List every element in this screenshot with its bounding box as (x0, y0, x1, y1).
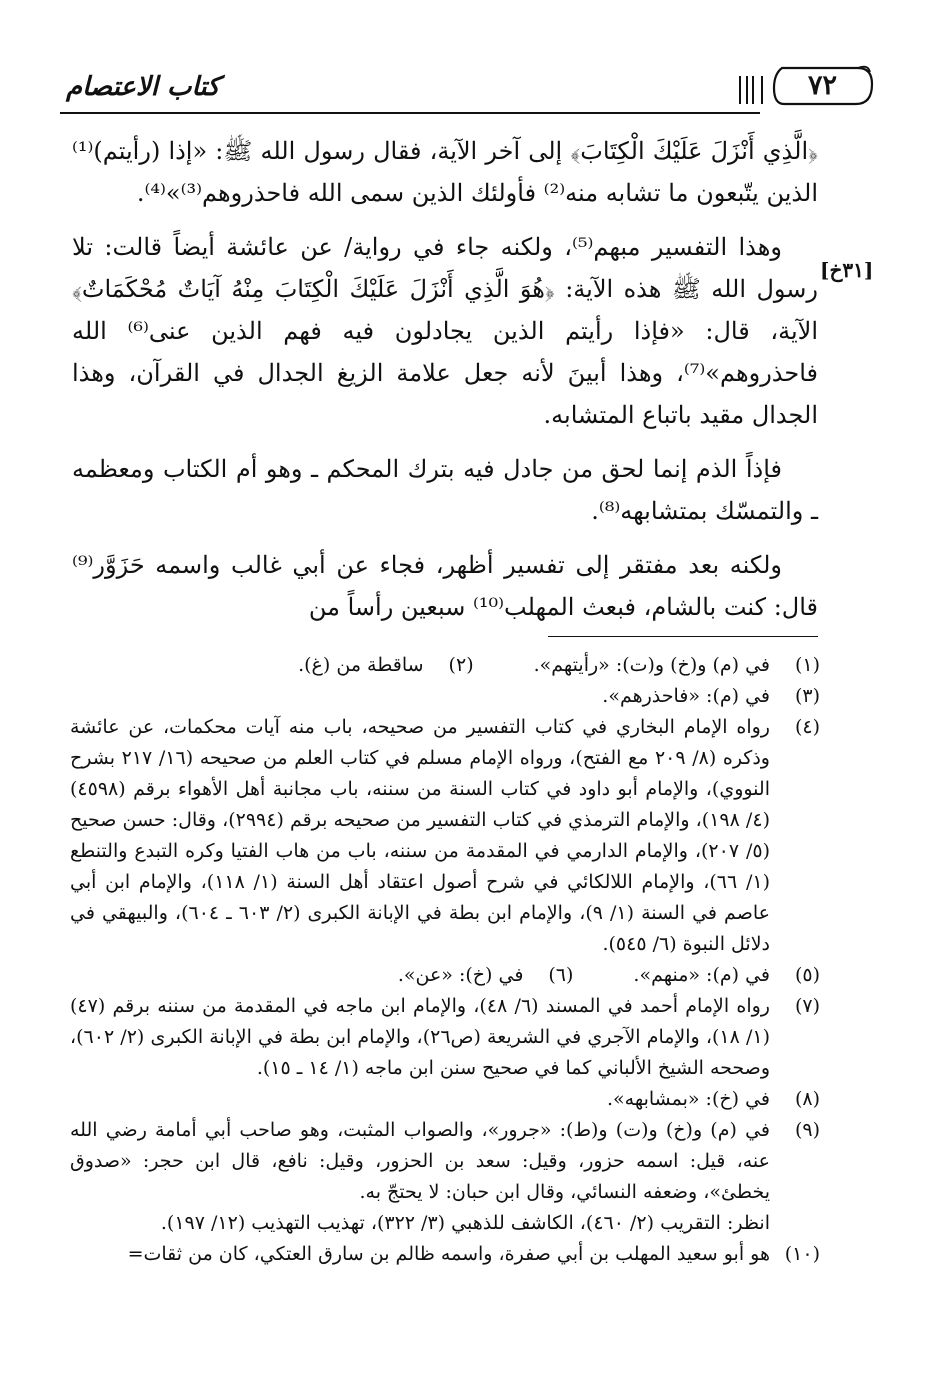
footnote-row (70, 960, 820, 991)
page-header (60, 62, 875, 114)
footnote-number: (٤) (794, 716, 820, 738)
manuscript-folio-marker: [٣١خ] (820, 258, 874, 282)
footnote-text: في (خ): «عن». (397, 964, 524, 986)
footnote-text: في (م) و(خ) و(ت) و(ط): «جرور»، والصواب المثبت، وهو صاحب أبي أمامة رضي الله عنه، قيل: اسمه حزور، وقيل: سعد بن الحزور، وقيل: نافع، قال ابن حجر: «صدوق يخطئ»، وضعفه النسائي، وقال ابن حبان: لا يحتجّ به. (70, 1119, 770, 1203)
footnote-text: في (م): «منهم». (633, 964, 770, 986)
footnote (70, 681, 820, 712)
footnote-number: (١٠) (784, 1243, 820, 1265)
header-ornament (739, 76, 763, 104)
footnote-number: (١) (794, 654, 820, 676)
paragraph: ولكنه بعد مفتقر إلى تفسير أظهر، فجاء عن أبي غالب واسمه حَزَوَّر⁽⁹⁾ قال: كنت بالشام، فبعث المهلب⁽¹⁰⁾ سبعين رأساً من (72, 551, 818, 621)
footnotes (70, 650, 820, 1270)
footnote-text: ساقطة من (غ). (298, 654, 424, 676)
footnote-text: رواه الإمام أحمد في المسند (٦/ ٤٨)، والإمام ابن ماجه في المقدمة من سننه برقم (٤٧) (١/ ١٨)، والإمام الآجري في الشريعة (ص٢٦)، والإمام ابن بطة في الإبانة الكبرى (٢/ ٦٠٢)، وصححه الشيخ الألباني كما في صحيح سنن ابن ماجه (١/ ١٤ ـ ١٥). (70, 995, 770, 1079)
footnote (70, 991, 820, 1084)
paragraph: فإذاً الذم إنما لحق من جادل فيه بترك المحكم ـ وهو أم الكتاب ومعظمه ـ والتمسّك بمتشابهه⁽⁸⁾. (72, 455, 818, 525)
page-number-badge (770, 62, 875, 110)
footnote-number: (٨) (794, 1088, 820, 1110)
footnote-text: في (م): «فاحذرهم». (602, 685, 770, 707)
footnote (70, 1239, 820, 1270)
footnote-text: هو أبو سعيد المهلب بن أبي صفرة، واسمه ظالم بن سارق العتكي، كان من ثقات= (127, 1243, 770, 1265)
footnote (398, 960, 574, 991)
footnote-separator (548, 636, 818, 637)
footnote (534, 650, 820, 681)
page-number: ٧٢ (807, 70, 837, 101)
footnote-text: في (خ): «بمشابهه». (606, 1088, 770, 1110)
footnote-number: (٧) (794, 995, 820, 1017)
footnote-text: رواه الإمام البخاري في كتاب التفسير من صحيحه، باب منه آيات محكمات، عن عائشة وذكره (٨/ ٢٠٩ مع الفتح)، ورواه الإمام مسلم في كتاب العلم من صحيحه (١٦/ ٢١٧ بشرح النووي)، والإمام أبو داود في كتاب السنة من سننه، باب مجانبة أهل الأهواء برقم (٤٥٩٨) (٤/ ١٩٨)، والإمام الترمذي في كتاب التفسير من صحيحه برقم (٢٩٩٤)، وقال: حسن صحيح (٥/ ٢٠٧)، والإمام الدارمي في المقدمة من سننه، باب من هاب الفتيا وكره التبدع والتنطع (١/ ٦٦)، والإمام اللالكائي في شرح أصول اعتقاد أهل السنة (١/ ١١٨)، والإمام ابن أبي عاصم في السنة (١/ ٩)، والإمام ابن بطة في الإبانة الكبرى (٢/ ٦٠٣ ـ ٦٠٤)، والبيهقي في دلائل النبوة (٦/ ٥٤٥). (70, 716, 770, 955)
header-rule (60, 112, 760, 114)
footnote-continuation: انظر: التقريب (٢/ ٤٦٠)، الكاشف للذهبي (٣/ ٣٢٢)، تهذيب التهذيب (١٢/ ١٩٧). (160, 1212, 770, 1234)
footnote (70, 712, 820, 960)
paragraph: ﴿الَّذِي أَنْزَلَ عَلَيْكَ الْكِتَابَ﴾ إلى آخر الآية، فقال رسول الله ﷺ: «إذا (رأيتم)⁽¹⁾ الذين يتّبعون ما تشابه منه⁽²⁾ فأولئك الذين سمى الله فاحذروهم⁽³⁾»⁽⁴⁾. (72, 137, 818, 207)
footnote-number: (٩) (794, 1119, 820, 1141)
footnote-number: (٦) (548, 964, 574, 986)
footnote-number: (٣) (794, 685, 820, 707)
footnote (633, 960, 820, 991)
footnote (70, 1084, 820, 1115)
paragraph: وهذا التفسير مبهم⁽⁵⁾، ولكنه جاء في رواية/ عن عائشة أيضاً قالت: تلا رسول الله ﷺ هذه الآية: ﴿هُوَ الَّذِي أَنْزَلَ عَلَيْكَ الْكِتَابَ مِنْهُ آيَاتٌ مُحْكَمَاتٌ﴾ الآية، قال: «فإذا رأيتم الذين يجادلون فيه فهم الذين عنى⁽⁶⁾ الله فاحذروهم»⁽⁷⁾، وهذا أبينَ لأنه جعل علامة الزيغ الجدال في القرآن، وهذا الجدال مقيد باتباع المتشابه. (72, 233, 818, 429)
footnote-text: في (م) و(خ) و(ت): «رأيتهم». (533, 654, 770, 676)
footnote-number: (٥) (794, 964, 820, 986)
footnote-number: (٢) (448, 654, 474, 676)
main-text (72, 130, 818, 640)
footnote (298, 650, 474, 681)
footnote (70, 1115, 820, 1208)
book-title: كتاب الاعتصام (66, 72, 220, 102)
footnote-row (70, 650, 820, 681)
